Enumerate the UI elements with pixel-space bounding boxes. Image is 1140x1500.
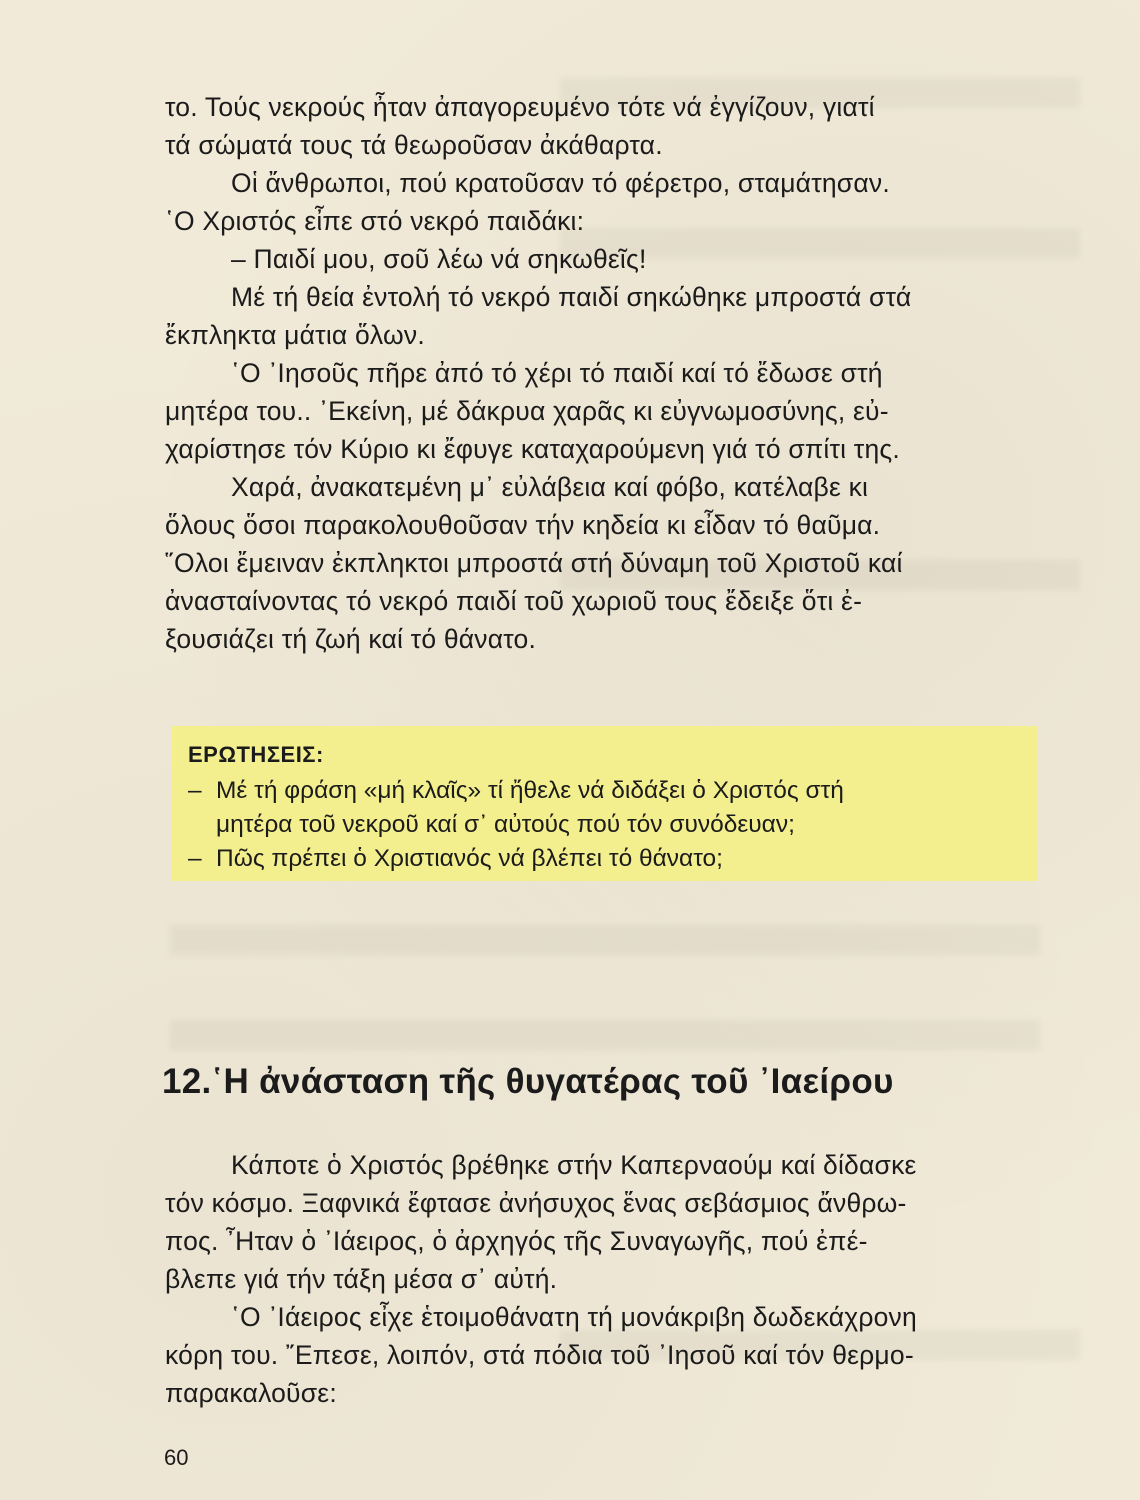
show-through-shading — [170, 925, 1040, 955]
text-line: Χαρά, ἀνακατεμένη μ᾿ εὐλάβεια καί φόβο, κατέλαβε κι — [231, 472, 869, 502]
questions-box — [172, 726, 1038, 881]
question-dash: – — [188, 845, 202, 872]
text-line: τόν κόσμο. Ξαφνικά ἔφτασε ἀνήσυχος ἕνας σεβάσμιος ἄνθρω- — [165, 1188, 907, 1218]
text-line: παρακαλοῦσε: — [165, 1378, 337, 1408]
questions-title: ΕΡΩΤΗΣΕΙΣ: — [188, 742, 324, 767]
text-line: Μέ τή θεία ἐντολή τό νεκρό παιδί σηκώθηκε μπροστά στά — [231, 282, 912, 312]
text-line: κόρη του. ῎Επεσε, λοιπόν, στά πόδια τοῦ ᾿Ιησοῦ καί τόν θερμο- — [165, 1340, 914, 1370]
paragraph — [165, 1146, 1041, 1298]
continuation-paragraph — [165, 88, 1041, 164]
text-line: χαρίστησε τόν Κύριο κι ἔφυγε καταχαρούμενη γιά τό σπίτι της. — [165, 434, 900, 464]
text-line: ῞Ολοι ἔμειναν ἐκπληκτοι μπροστά στή δύναμη τοῦ Χριστοῦ καί — [165, 548, 903, 578]
text-line: ῾Ο Χριστός εἶπε στό νεκρό παιδάκι: — [165, 206, 585, 236]
text-line: Κάποτε ὁ Χριστός βρέθηκε στήν Καπερναούμ καί δίδασκε — [231, 1150, 917, 1180]
page-number: 60 — [164, 1445, 189, 1470]
text-line: μητέρα του.. ᾿Εκείνη, μέ δάκρυα χαρᾶς κι εὐγνωμοσύνης, εὐ- — [165, 396, 889, 426]
paragraph — [165, 164, 1041, 240]
text-line: ῾Ο ᾿Ιησοῦς πῆρε ἀπό τό χέρι τό παιδί καί τό ἔδωσε στή — [231, 358, 883, 388]
question-line: Πῶς πρέπει ὁ Χριστιανός νά βλέπει τό θάνατο; — [216, 845, 723, 872]
text-line: Οἱ ἄνθρωποι, πού κρατοῦσαν τό φέρετρο, σταμάτησαν. — [231, 168, 890, 198]
text-line: ὅλους ὅσοι παρακολουθοῦσαν τήν κηδεία κι εἶδαν τό θαῦμα. — [165, 510, 881, 540]
text-line: βλεπε γιά τήν τάξη μέσα σ᾿ αὐτή. — [165, 1264, 558, 1294]
section-heading: 12.῾Η ἀνάσταση τῆς θυγατέρας τοῦ ᾿Ιαείρου — [162, 1062, 894, 1101]
text-line: τά σώματά τους τά θεωροῦσαν ἀκάθαρτα. — [165, 130, 663, 160]
question-item — [188, 774, 1026, 842]
text-line: ῾Ο ᾿Ιάειρος εἶχε ἑτοιμοθάνατη τή μονάκριβη δωδεκάχρονη — [231, 1302, 917, 1332]
text-line: ξουσιάζει τή ζωή καί τό θάνατο. — [165, 624, 537, 654]
question-line: Μέ τή φράση «μή κλαῖς» τί ἤθελε νά διδάξει ὁ Χριστός στή — [216, 777, 844, 804]
text-line: ἔκπληκτα μάτια ὅλων. — [165, 320, 425, 350]
question-line: μητέρα τοῦ νεκροῦ καί σ᾿ αὐτούς πού τόν συνόδευαν; — [216, 811, 795, 838]
paragraph — [165, 354, 1041, 468]
question-item — [188, 842, 1026, 876]
show-through-shading — [170, 1020, 1040, 1050]
text-line: το. Τούς νεκρούς ἦταν ἀπαγορευμένο τότε νά ἐγγίζουν, γιατί — [165, 92, 875, 122]
text-line: ἀνασταίνοντας τό νεκρό παιδί τοῦ χωριοῦ τους ἔδειξε ὅτι ἐ- — [165, 586, 863, 616]
paragraph — [165, 468, 1041, 658]
question-dash: – — [188, 777, 202, 804]
paragraph — [165, 278, 1041, 354]
text-line: – Παιδί μου, σοῦ λέω νά σηκωθεῖς! — [231, 244, 647, 274]
text-line: πος. ῏Ηταν ὁ ᾿Ιάειρος, ὁ ἀρχηγός τῆς Συναγωγῆς, πού ἐπέ- — [165, 1226, 868, 1256]
paragraph — [165, 1298, 1041, 1412]
paragraph — [165, 240, 1041, 278]
